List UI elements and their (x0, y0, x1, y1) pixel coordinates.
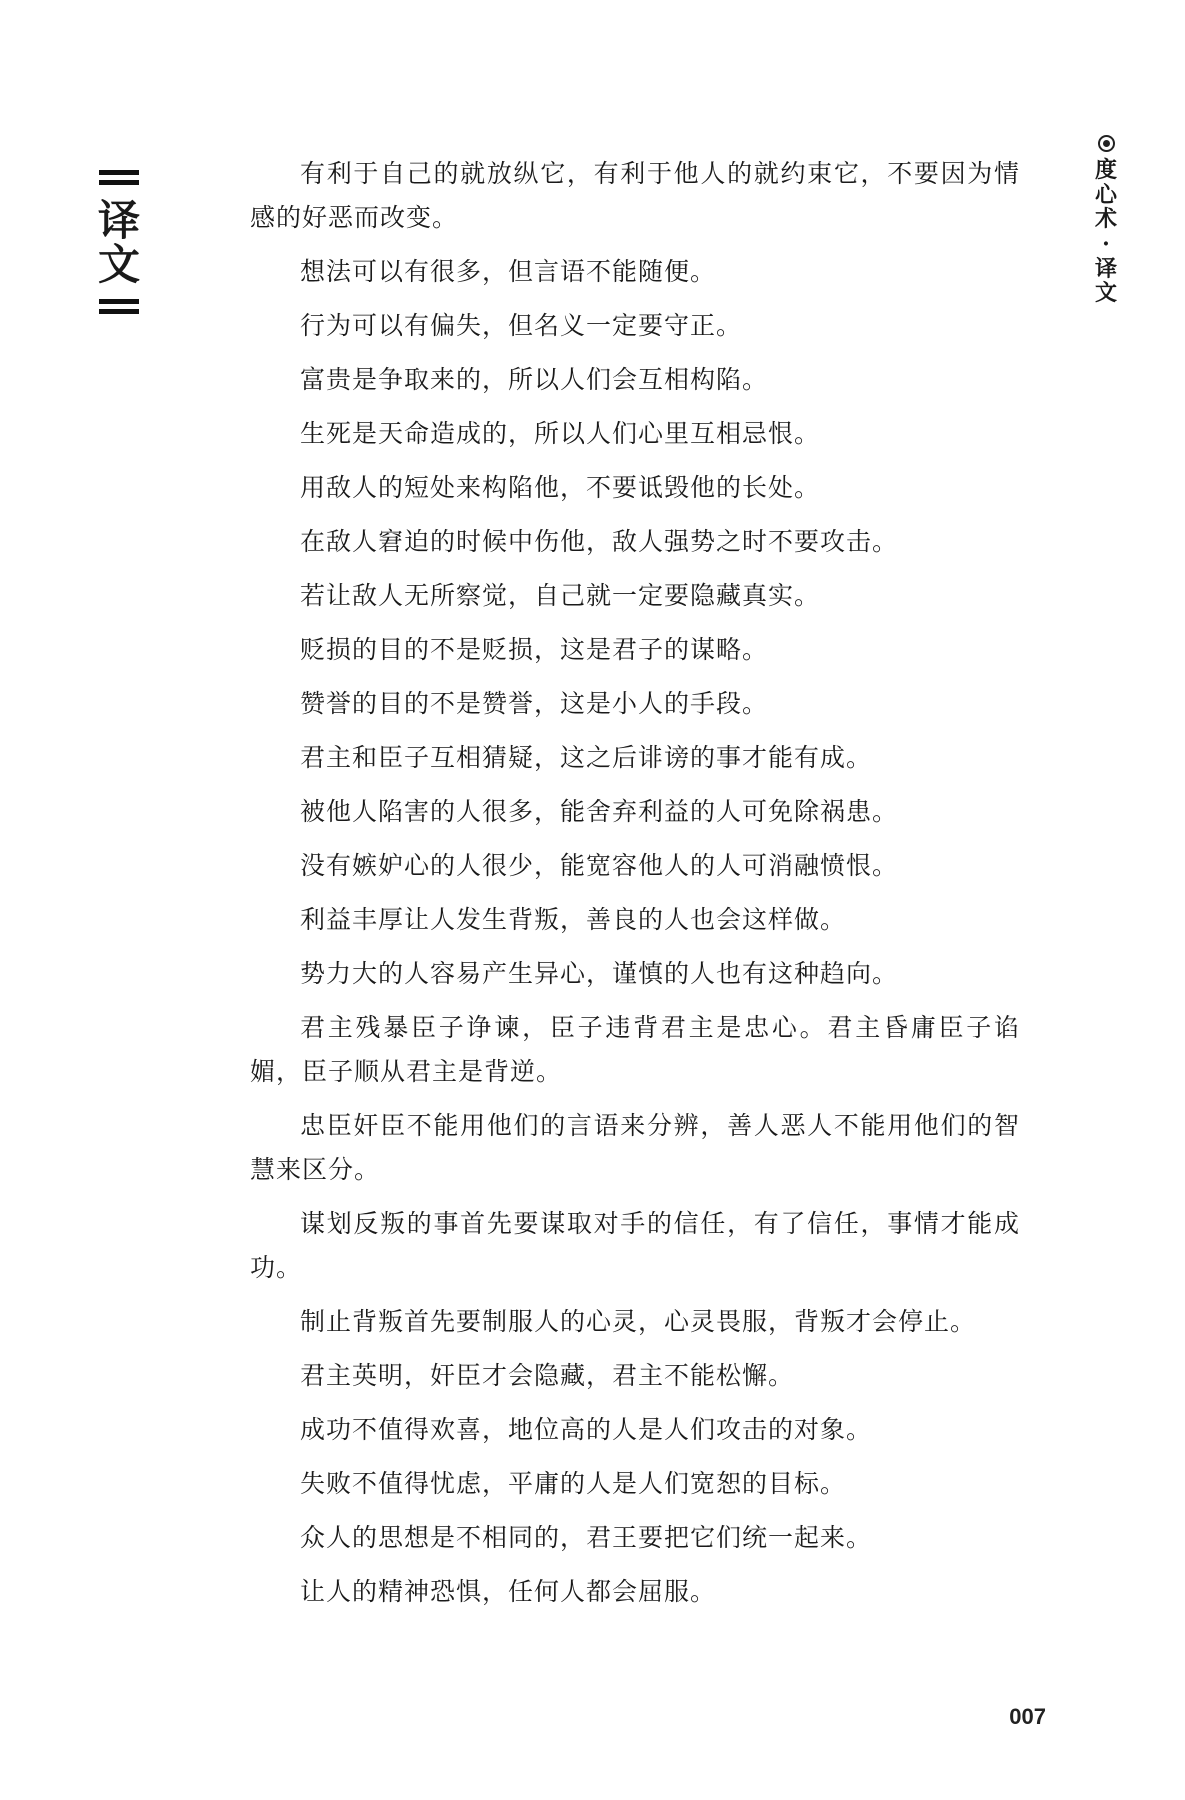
paragraph: 让人的精神恐惧，任何人都会屈服。 (300, 1577, 717, 1606)
paragraph: 忠臣奸臣不能用他们的言语来分辨，善人恶人不能用他们的智慧来区分。 (250, 1111, 1020, 1184)
paragraph: 成功不值得欢喜，地位高的人是人们攻击的对象。 (300, 1415, 873, 1444)
paragraph: 若让敌人无所察觉，自己就一定要隐藏真实。 (300, 581, 821, 610)
body-text (250, 152, 1020, 1624)
paragraph: 君主和臣子互相猜疑，这之后诽谤的事才能有成。 (300, 743, 873, 772)
paragraph: 贬损的目的不是贬损，这是君子的谋略。 (300, 635, 769, 664)
paragraph: 被他人陷害的人很多，能舍弃利益的人可免除祸患。 (300, 797, 899, 826)
paragraph: 制止背叛首先要制服人的心灵，心灵畏服，背叛才会停止。 (300, 1307, 977, 1336)
running-header-text: 度心术·译文 (1094, 157, 1117, 307)
section-bar-top (99, 170, 139, 185)
paragraph: 用敌人的短处来构陷他，不要诋毁他的长处。 (300, 473, 821, 502)
section-label (96, 170, 142, 314)
paragraph: 有利于自己的就放纵它，有利于他人的就约束它，不要因为情感的好恶而改变。 (250, 159, 1020, 232)
paragraph: 失败不值得忧虑，平庸的人是人们宽恕的目标。 (300, 1469, 847, 1498)
paragraph: 想法可以有很多，但言语不能随便。 (300, 257, 717, 286)
page-number: 007 (1009, 1704, 1046, 1729)
paragraph: 在敌人窘迫的时候中伤他，敌人强势之时不要攻击。 (300, 527, 899, 556)
paragraph: 谋划反叛的事首先要谋取对手的信任，有了信任，事情才能成功。 (250, 1209, 1020, 1282)
paragraph: 君主英明，奸臣才会隐藏，君主不能松懈。 (300, 1361, 795, 1390)
paragraph: 君主残暴臣子诤谏，臣子违背君主是忠心。君主昏庸臣子谄媚，臣子顺从君主是背逆。 (250, 1013, 1020, 1086)
paragraph: 利益丰厚让人发生背叛，善良的人也会这样做。 (300, 905, 847, 934)
paragraph: 生死是天命造成的，所以人们心里互相忌恨。 (300, 419, 821, 448)
running-header (1086, 135, 1126, 306)
paragraph: 赞誉的目的不是赞誉，这是小人的手段。 (300, 689, 769, 718)
paragraph: 富贵是争取来的，所以人们会互相构陷。 (300, 365, 769, 394)
paragraph: 行为可以有偏失，但名义一定要守正。 (300, 311, 743, 340)
paragraph: 众人的思想是不相同的，君王要把它们统一起来。 (300, 1523, 873, 1552)
section-label-text: 译文 (97, 196, 140, 290)
paragraph: 没有嫉妒心的人很少，能宽容他人的人可消融愤恨。 (300, 851, 899, 880)
paragraph: 势力大的人容易产生异心，谨慎的人也有这种趋向。 (300, 959, 899, 988)
circle-ornament-icon (1098, 135, 1115, 152)
section-bar-bottom (99, 299, 139, 314)
